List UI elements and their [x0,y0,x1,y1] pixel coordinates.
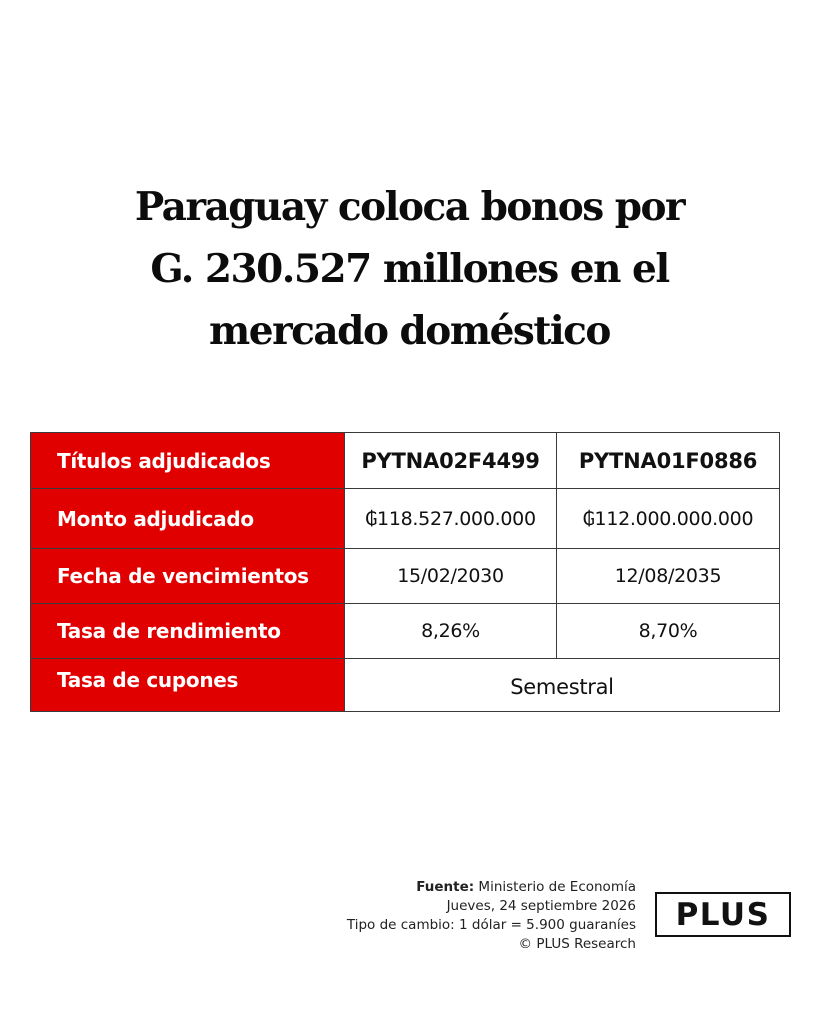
row-label-cupones: Tasa de cupones [31,659,345,712]
row-label-titulos: Títulos adjudicados [31,433,345,489]
source-value: Ministerio de Economía [474,879,636,895]
maturity-bond-1: 15/02/2030 [345,549,557,604]
yield-bond-2: 8,70% [557,604,780,659]
coupon-frequency: Semestral [345,659,780,712]
page-title [60,176,759,362]
row-label-vencimiento: Fecha de vencimientos [31,549,345,604]
table-row [31,604,780,659]
title-line-3: mercado doméstico [209,308,610,355]
maturity-bond-2: 12/08/2035 [557,549,780,604]
source-footer [347,878,636,954]
source-label: Fuente: [416,879,475,895]
plus-logo: PLUS [655,892,791,937]
row-label-rendimiento: Tasa de rendimiento [31,604,345,659]
table-row [31,489,780,549]
yield-bond-1: 8,26% [345,604,557,659]
table-row [31,549,780,604]
source-line [347,878,636,897]
date-line: Jueves, 24 septiembre 2026 [446,898,636,914]
bond-code-1: PYTNA02F4499 [345,433,557,489]
table-row [31,659,780,712]
bond-results-table [30,432,780,712]
copyright-line: © PLUS Research [518,936,636,952]
amount-bond-2: ₲112.000.000.000 [557,489,780,549]
bond-code-2: PYTNA01F0886 [557,433,780,489]
amount-bond-1: ₲118.527.000.000 [345,489,557,549]
title-line-2: G. 230.527 millones en el [150,246,669,293]
table-row [31,433,780,489]
row-label-monto: Monto adjudicado [31,489,345,549]
title-line-1: Paraguay coloca bonos por [134,184,685,231]
exchange-rate-line: Tipo de cambio: 1 dólar = 5.900 guaraníes [346,917,636,933]
